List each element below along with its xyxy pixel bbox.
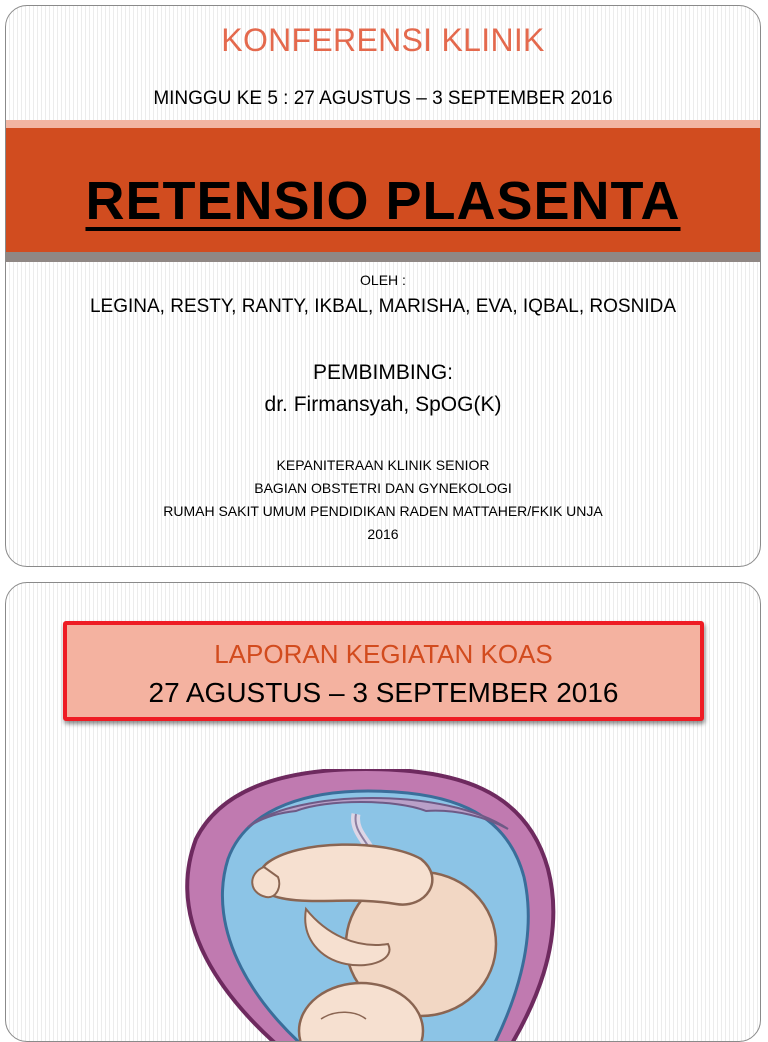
title-slide (5, 5, 761, 567)
institution-year: 2016 (367, 526, 399, 542)
title-band-bottom-stripe (6, 252, 760, 262)
report-date: 27 AGUSTUS – 3 SEPTEMBER 2016 (148, 677, 619, 708)
conference-title: KONFERENSI KLINIK (221, 22, 545, 58)
fetus-in-uterus-illustration (156, 769, 576, 1042)
main-title (6, 170, 760, 232)
pembimbing-label: PEMBIMBING: (312, 361, 454, 384)
author-list: LEGINA, RESTY, RANTY, IKBAL, MARISHA, EVA, IQBAL, ROSNIDA (89, 296, 676, 317)
pembimbing-name: dr. Firmansyah, SpOG(K) (264, 393, 502, 416)
report-title: LAPORAN KEGIATAN KOAS (214, 639, 553, 669)
report-title-box (63, 621, 704, 721)
title-band-top-stripe (6, 120, 760, 128)
institution-line-1: KEPANITERAAN KLINIK SENIOR (276, 457, 490, 473)
week-date-line: MINGGU KE 5 : 27 AGUSTUS – 3 SEPTEMBER 2016 (153, 88, 613, 109)
fetus-legs (258, 845, 433, 905)
oleh-label: OLEH : (360, 272, 406, 288)
institution-line-3: RUMAH SAKIT UMUM PENDIDIKAN RADEN MATTAHER/FKIK UNJA (163, 503, 603, 519)
report-slide (5, 582, 761, 1042)
institution-line-2: BAGIAN OBSTETRI DAN GYNEKOLOGI (254, 480, 512, 496)
main-title-text: RETENSIO PLASENTA (85, 171, 681, 231)
